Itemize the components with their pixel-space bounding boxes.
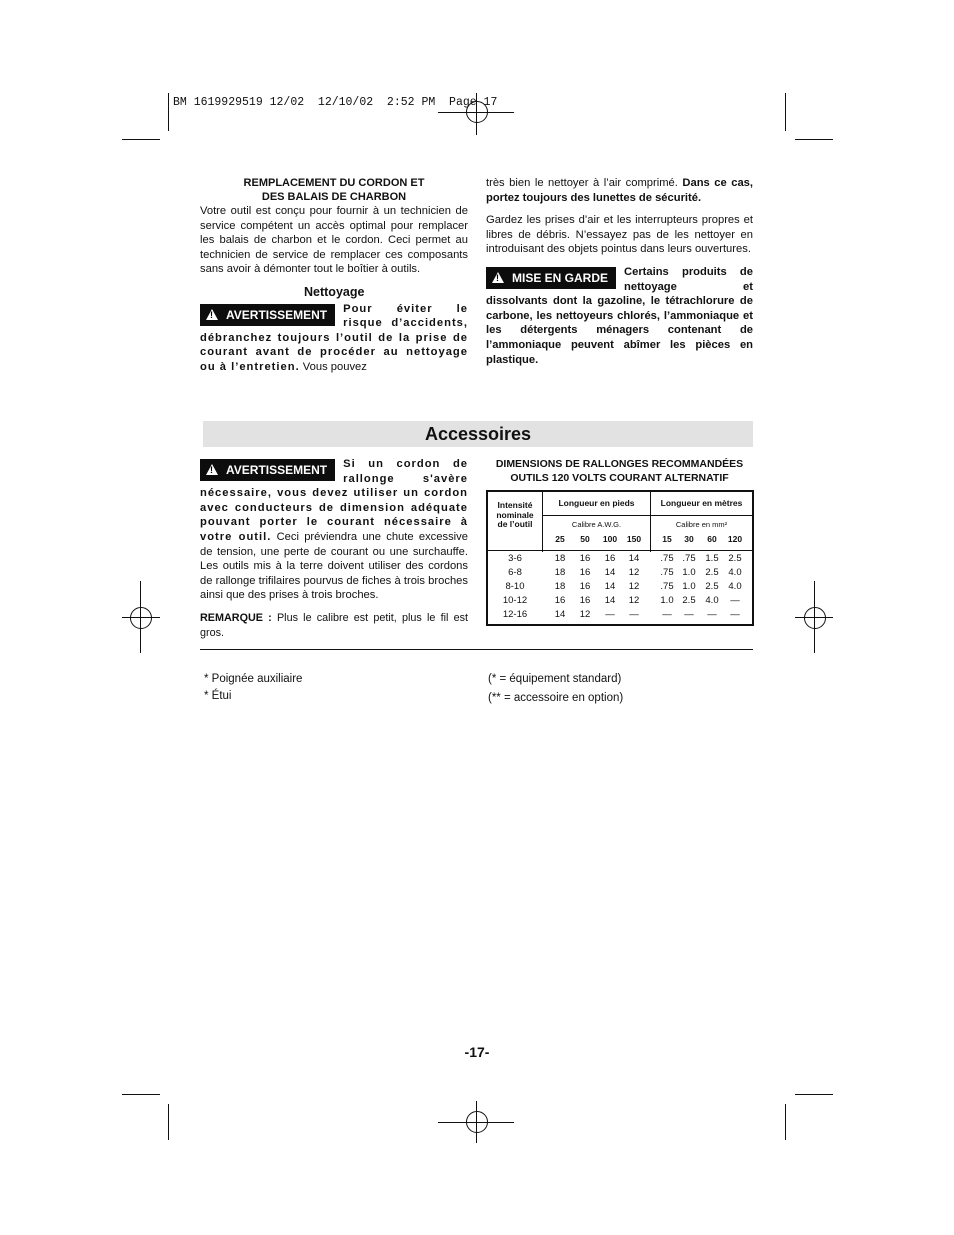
caution-badge (486, 267, 616, 289)
row-range: 3-6 (508, 553, 522, 564)
mm-cell: — (707, 609, 717, 620)
amperage-header-line-2: nominale (496, 509, 534, 520)
mm-cell: 4.0 (728, 567, 742, 578)
caution-label: MISE EN GARDE (512, 270, 609, 285)
cord-brush-paragraph: Votre outil est conçu pour fournir à un technicien de service compétent un accès optimal pour remplacer les balais de charbon et le cordon. Ceci permet au technicien de service de remplacer ces composants sans avoir à démonter tout le boîtier à outils. (200, 205, 468, 276)
para1-bold: Dans ce cas, portez toujours des lunettes de sécurité. (486, 177, 753, 204)
mm-cell: 1.0 (682, 567, 696, 578)
length-ft-header: 25 (555, 534, 565, 544)
mm-cell: — (730, 595, 740, 606)
warning-badge (200, 459, 335, 481)
row-range: 8-10 (505, 581, 525, 592)
awg-cell: 12 (628, 595, 640, 606)
amperage-header-line-3: de l’outil (497, 519, 533, 529)
awg-cell: — (605, 609, 615, 620)
extension-warning-rest: Ceci préviendra une chute excessive de tension, une perte de courant ou une surchauffe. Les outils mis à la terre doivent utiliser des cordons de rallonge trifilaires pourvus de fiches à trois broches ainsi que des prises à trois broches. (200, 530, 468, 602)
length-ft-header: 50 (580, 534, 590, 544)
awg-cell: 16 (579, 581, 591, 592)
table-row (488, 595, 752, 609)
amperage-header (490, 501, 540, 530)
awg-cell: 14 (604, 567, 616, 578)
print-slug: BM 1619929519 12/02 12/10/02 2:52 PM Page 17 (173, 96, 498, 109)
accessories-text (200, 457, 468, 648)
mm-cell: .75 (660, 581, 674, 592)
mm-subheader: Calibre en mm² (675, 520, 728, 529)
caution-text: Certains produits de nettoyage et dissolvants dont la gazoline, le tétrachlorure de carbone, les nettoyeurs chlorés, l’ammoniaque et les détergents ménagers contenant de l’ammoniaque peuvent abîmer les pièces en plastique. (486, 265, 753, 366)
length-m-header: 60 (707, 534, 717, 544)
heading-line-1: REMPLACEMENT DU CORDON ET (243, 177, 425, 189)
legend-item: (* = équipement standard) (488, 673, 622, 685)
mm-cell: .75 (660, 567, 674, 578)
awg-cell: 16 (604, 553, 616, 564)
awg-cell: 12 (628, 581, 640, 592)
warning-triangle-icon (492, 272, 504, 283)
air-vents-paragraph: Gardez les prises d’air et les interrupteurs propres et libres de débris. N’essayez pas de les nettoyer en introduisant des objets pointus dans leurs ouvertures. (486, 214, 753, 256)
meters-group-header: Longueur en mètres (660, 498, 743, 508)
mm-cell: — (684, 609, 694, 620)
warning-bold-text: Pour éviter le risque d’accidents, débranchez toujours l’outil de la prise de courant avant de procéder au nettoyage ou à l’entretien. (200, 302, 468, 373)
caution-paragraph (486, 265, 753, 367)
length-ft-header: 150 (626, 534, 642, 544)
awg-cell: 12 (579, 609, 591, 620)
legend-item: (** = accessoire en option) (488, 691, 624, 704)
mm-cell: .75 (682, 553, 696, 564)
mm-cell: 1.0 (660, 595, 674, 606)
table-row (488, 609, 752, 623)
legend-list (488, 671, 623, 706)
warning-badge (200, 304, 335, 326)
mm-cell: 2.5 (705, 581, 719, 592)
page-number: -17- (464, 1044, 490, 1060)
section-heading (200, 176, 468, 204)
extension-warning-bold: Si un cordon de rallonge s'avère nécessaire, vous devez utiliser un cordon avec conducteurs de dimension adéquate pouvant porter le courant nécessaire à votre outil. (200, 458, 468, 543)
extension-warning-paragraph (200, 457, 468, 603)
awg-cell: 16 (579, 567, 591, 578)
note-text: Plus le calibre est petit, plus le fil est gros. (200, 611, 468, 639)
table-title (487, 457, 752, 485)
awg-cell: 12 (628, 567, 640, 578)
left-column (200, 176, 468, 383)
row-range: 12-16 (502, 609, 528, 620)
heading-line-2: DES BALAIS DE CHARBON (261, 191, 407, 203)
mm-cell: 1.0 (682, 581, 696, 592)
awg-cell: 14 (604, 581, 616, 592)
awg-cell: — (629, 609, 639, 620)
awg-cell: 18 (554, 553, 566, 564)
mm-cell: — (730, 609, 740, 620)
accessories-title: Accessoires (203, 421, 753, 447)
accessory-item: * Étui (204, 689, 232, 702)
cleaning-warning-paragraph (200, 302, 468, 375)
length-m-header: 15 (662, 534, 672, 544)
mm-cell: 4.0 (728, 581, 742, 592)
table-title-line-1: DIMENSIONS DE RALLONGES RECOMMANDÉES (495, 458, 744, 470)
length-ft-header: 100 (602, 534, 618, 544)
warning-triangle-icon (206, 309, 218, 320)
warning-label: AVERTISSEMENT (226, 307, 328, 322)
row-range: 10-12 (502, 595, 528, 606)
right-column (486, 176, 753, 375)
mm-cell: 2.5 (728, 553, 742, 564)
warning-continuation: Vous pouvez (299, 360, 367, 373)
warning-label: AVERTISSEMENT (226, 463, 328, 477)
awg-cell: 14 (604, 595, 616, 606)
mm-cell: .75 (660, 553, 674, 564)
length-m-header: 120 (727, 534, 743, 544)
awg-cell: 16 (579, 595, 591, 606)
feet-group-header: Longueur en pieds (558, 498, 635, 508)
mm-cell: 2.5 (705, 567, 719, 578)
note-paragraph (200, 611, 468, 640)
note-label: REMARQUE : (200, 611, 272, 624)
para1-normal: très bien le nettoyer à l’air comprimé. (486, 177, 683, 189)
table-row (488, 581, 752, 595)
extension-cord-table (486, 490, 754, 626)
warning-triangle-icon (206, 464, 218, 475)
mm-cell: 4.0 (705, 595, 719, 606)
awg-cell: 18 (554, 581, 566, 592)
awg-cell: 14 (554, 609, 566, 620)
mm-cell: 1.5 (705, 553, 719, 564)
table-row (488, 567, 752, 581)
awg-subheader: Calibre A.W.G. (571, 520, 622, 529)
awg-cell: 16 (579, 553, 591, 564)
section-divider (200, 649, 753, 650)
amperage-header-line-1: Intensité (497, 500, 533, 510)
row-range: 6-8 (508, 567, 522, 578)
table-title-line-2: OUTILS 120 VOLTS COURANT ALTERNATIF (510, 472, 729, 484)
mm-cell: — (662, 609, 672, 620)
accessory-list (204, 671, 302, 704)
accessory-item: * Poignée auxiliaire (204, 673, 303, 685)
awg-cell: 18 (554, 567, 566, 578)
length-m-header: 30 (684, 534, 694, 544)
mm-cell: 2.5 (682, 595, 696, 606)
compressed-air-paragraph (486, 176, 753, 205)
table-row (488, 553, 752, 567)
awg-cell: 16 (554, 595, 566, 606)
cleaning-subheading: Nettoyage (304, 284, 365, 299)
awg-cell: 14 (628, 553, 640, 564)
